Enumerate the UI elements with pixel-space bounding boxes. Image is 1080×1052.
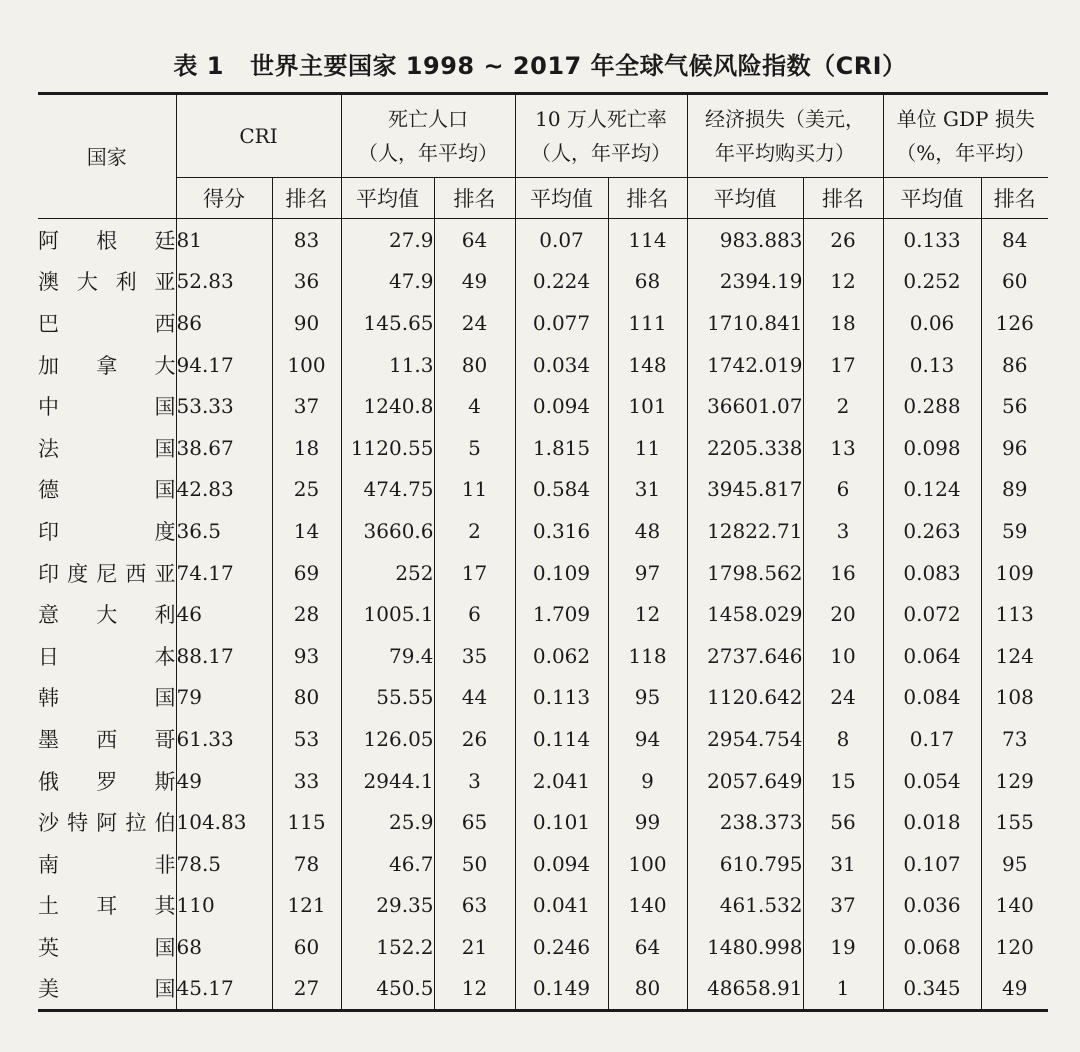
cri-rank-cell: 69 [272,552,341,594]
rate-rank-cell: 118 [608,635,687,677]
gdp-avg-cell: 0.345 [883,968,981,1011]
rate-rank-cell: 95 [608,677,687,719]
header-cri: CRI [176,94,341,178]
rate-avg-cell: 0.062 [515,635,608,677]
country-name: 俄 罗 斯 [38,769,176,794]
country-cell [38,552,176,594]
loss-avg-cell: 2737.646 [687,635,803,677]
deaths-avg-cell: 29.35 [341,885,434,927]
table-row [38,718,1048,760]
gdp-avg-cell: 0.054 [883,760,981,802]
cri-score-cell: 38.67 [176,427,272,469]
deaths-rank-cell: 2 [434,510,515,552]
table-row [38,427,1048,469]
loss-rank-cell: 3 [803,510,883,552]
cri-score-cell: 53.33 [176,385,272,427]
table-row [38,677,1048,719]
loss-rank-cell: 20 [803,593,883,635]
loss-avg-cell: 48658.91 [687,968,803,1011]
loss-rank-cell: 13 [803,427,883,469]
gdp-avg-cell: 0.263 [883,510,981,552]
cri-score-cell: 46 [176,593,272,635]
gdp-avg-cell: 0.124 [883,469,981,511]
table-caption: 世界主要国家 1998 ~ 2017 年全球气候风险指数（CRI） [249,52,907,80]
country-name: 德 国 [38,478,176,503]
deaths-avg-cell: 2944.1 [341,760,434,802]
header-economic-loss [687,94,883,178]
deaths-rank-cell: 11 [434,469,515,511]
country-name: 法 国 [38,436,176,461]
subheader-deaths-rank: 排名 [434,178,515,219]
rate-rank-cell: 80 [608,968,687,1011]
gdp-avg-cell: 0.018 [883,801,981,843]
rate-rank-cell: 97 [608,552,687,594]
deaths-avg-cell: 27.9 [341,219,434,261]
rate-avg-cell: 0.246 [515,926,608,968]
cri-rank-cell: 90 [272,302,341,344]
country-cell [38,593,176,635]
gdp-rank-cell: 56 [1002,394,1028,419]
subheader-loss-avg: 平均值 [687,178,803,219]
loss-avg-cell: 983.883 [687,219,803,261]
cri-score-cell: 74.17 [176,552,272,594]
gdp-rank-cell: 95 [1002,851,1028,876]
loss-rank-cell: 1 [803,968,883,1011]
table-row [38,760,1048,802]
loss-rank-cell: 26 [803,219,883,261]
cri-rank-cell: 14 [272,510,341,552]
country-name: 土 耳 其 [38,894,176,919]
country-cell [38,261,176,303]
cri-rank-cell: 100 [272,344,341,386]
country-name: 南 非 [38,852,176,877]
loss-rank-cell: 37 [803,885,883,927]
table-title [0,46,1080,81]
loss-avg-cell: 12822.71 [687,510,803,552]
country-name: 英 国 [38,935,176,960]
country-cell [38,510,176,552]
loss-rank-cell: 56 [803,801,883,843]
loss-rank-cell: 6 [803,469,883,511]
loss-avg-cell: 2057.649 [687,760,803,802]
loss-avg-cell: 1458.029 [687,593,803,635]
cri-rank-cell: 28 [272,593,341,635]
table-row [38,635,1048,677]
loss-avg-cell: 1710.841 [687,302,803,344]
gdp-rank-cell: 86 [1002,352,1028,377]
deaths-rank-cell: 80 [434,344,515,386]
cri-score-cell: 110 [176,885,272,927]
deaths-rank-cell: 63 [434,885,515,927]
subheader-cri-rank: 排名 [272,178,341,219]
deaths-rank-cell: 64 [434,219,515,261]
subheader-cri-score: 得分 [176,178,272,219]
table-row [38,552,1048,594]
gdp-avg-cell: 0.17 [883,718,981,760]
table-row [38,261,1048,303]
gdp-avg-cell: 0.098 [883,427,981,469]
cri-score-cell: 49 [176,760,272,802]
header-gdp-loss [883,94,1048,178]
rate-rank-cell: 101 [608,385,687,427]
loss-rank-cell: 31 [803,843,883,885]
subheader-gdp-rank: 排名 [981,178,1048,219]
cri-rank-cell: 18 [272,427,341,469]
cri-table [38,92,1048,1012]
deaths-avg-cell: 3660.6 [341,510,434,552]
country-name: 沙特阿拉伯 [38,811,176,836]
cri-rank-cell: 60 [272,926,341,968]
table-row [38,926,1048,968]
gdp-rank-cell: 89 [1002,477,1028,502]
header-row-main [38,94,1048,178]
cri-rank-cell: 93 [272,635,341,677]
country-name: 阿 根 廷 [38,228,176,253]
cri-score-cell: 78.5 [176,843,272,885]
header-economic-loss-unit: 年平均购买力） [715,141,856,165]
table-row [38,510,1048,552]
cri-rank-cell: 115 [272,801,341,843]
rate-avg-cell: 0.094 [515,385,608,427]
rate-rank-cell: 48 [608,510,687,552]
country-cell [38,302,176,344]
header-deaths [341,94,515,178]
table-row [38,593,1048,635]
deaths-rank-cell: 24 [434,302,515,344]
cri-rank-cell: 53 [272,718,341,760]
deaths-avg-cell: 79.4 [341,635,434,677]
cri-score-cell: 79 [176,677,272,719]
rate-rank-cell: 114 [608,219,687,261]
rate-rank-cell: 111 [608,302,687,344]
gdp-avg-cell: 0.072 [883,593,981,635]
subheader-rate-rank: 排名 [608,178,687,219]
rate-avg-cell: 2.041 [515,760,608,802]
gdp-rank-cell: 49 [1002,976,1028,1001]
deaths-avg-cell: 1120.55 [341,427,434,469]
cri-score-cell: 42.83 [176,469,272,511]
deaths-rank-cell: 65 [434,801,515,843]
deaths-rank-cell: 50 [434,843,515,885]
country-cell [38,843,176,885]
gdp-avg-cell: 0.288 [883,385,981,427]
country-name: 日 本 [38,644,176,669]
cri-rank-cell: 83 [272,219,341,261]
gdp-rank-cell: 59 [1002,518,1028,543]
loss-avg-cell: 3945.817 [687,469,803,511]
cri-score-cell: 86 [176,302,272,344]
deaths-rank-cell: 44 [434,677,515,719]
loss-rank-cell: 24 [803,677,883,719]
gdp-avg-cell: 0.13 [883,344,981,386]
header-death-rate-unit: （人，年平均） [531,141,672,165]
gdp-rank-cell: 126 [995,310,1034,335]
country-name: 加 拿 大 [38,353,176,378]
rate-rank-cell: 148 [608,344,687,386]
loss-rank-cell: 12 [803,261,883,303]
gdp-avg-cell: 0.084 [883,677,981,719]
cri-score-cell: 52.83 [176,261,272,303]
rate-avg-cell: 0.034 [515,344,608,386]
loss-rank-cell: 19 [803,926,883,968]
header-deaths-unit: （人，年平均） [358,141,499,165]
loss-avg-cell: 1480.998 [687,926,803,968]
cri-score-cell: 88.17 [176,635,272,677]
table-row [38,801,1048,843]
deaths-rank-cell: 49 [434,261,515,303]
cri-score-cell: 36.5 [176,510,272,552]
loss-rank-cell: 2 [803,385,883,427]
table-row [38,385,1048,427]
rate-avg-cell: 0.094 [515,843,608,885]
country-cell [38,677,176,719]
country-cell [38,885,176,927]
rate-avg-cell: 0.584 [515,469,608,511]
rate-avg-cell: 1.815 [515,427,608,469]
country-cell [38,219,176,261]
loss-avg-cell: 1120.642 [687,677,803,719]
loss-avg-cell: 2205.338 [687,427,803,469]
rate-rank-cell: 99 [608,801,687,843]
deaths-avg-cell: 47.9 [341,261,434,303]
cri-score-cell: 68 [176,926,272,968]
country-cell [38,926,176,968]
header-gdp-loss-unit: （%，年平均） [896,141,1036,165]
cri-score-cell: 81 [176,219,272,261]
deaths-avg-cell: 1240.8 [341,385,434,427]
gdp-rank-cell: 60 [1002,269,1028,294]
deaths-rank-cell: 21 [434,926,515,968]
rate-avg-cell: 0.114 [515,718,608,760]
loss-rank-cell: 18 [803,302,883,344]
header-row-sub [38,178,1048,219]
table-row [38,344,1048,386]
country-name: 印 度 [38,519,176,544]
country-cell [38,968,176,1011]
gdp-avg-cell: 0.06 [883,302,981,344]
gdp-rank-cell: 120 [995,934,1034,959]
deaths-avg-cell: 46.7 [341,843,434,885]
subheader-loss-rank: 排名 [803,178,883,219]
table-number: 表 1 [173,52,224,80]
gdp-avg-cell: 0.068 [883,926,981,968]
table-row [38,219,1048,261]
gdp-rank-cell: 140 [995,893,1034,918]
cri-rank-cell: 27 [272,968,341,1011]
loss-rank-cell: 10 [803,635,883,677]
gdp-avg-cell: 0.083 [883,552,981,594]
rate-avg-cell: 0.316 [515,510,608,552]
header-death-rate [515,94,687,178]
country-cell [38,718,176,760]
table-row [38,885,1048,927]
loss-rank-cell: 16 [803,552,883,594]
deaths-avg-cell: 450.5 [341,968,434,1011]
deaths-avg-cell: 126.05 [341,718,434,760]
country-cell [38,385,176,427]
gdp-avg-cell: 0.036 [883,885,981,927]
country-name: 中 国 [38,395,176,420]
rate-rank-cell: 140 [608,885,687,927]
loss-avg-cell: 1742.019 [687,344,803,386]
gdp-rank-cell: 108 [995,685,1034,710]
rate-avg-cell: 0.113 [515,677,608,719]
rate-rank-cell: 9 [608,760,687,802]
deaths-rank-cell: 26 [434,718,515,760]
loss-avg-cell: 610.795 [687,843,803,885]
header-economic-loss-title: 经济损失（美元， [705,107,866,131]
cri-rank-cell: 25 [272,469,341,511]
rate-rank-cell: 12 [608,593,687,635]
loss-avg-cell: 238.373 [687,801,803,843]
rate-avg-cell: 1.709 [515,593,608,635]
deaths-avg-cell: 55.55 [341,677,434,719]
table-row [38,302,1048,344]
cri-rank-cell: 80 [272,677,341,719]
country-cell [38,801,176,843]
deaths-rank-cell: 17 [434,552,515,594]
cri-rank-cell: 33 [272,760,341,802]
cri-score-cell: 45.17 [176,968,272,1011]
deaths-rank-cell: 35 [434,635,515,677]
deaths-rank-cell: 4 [434,385,515,427]
cri-rank-cell: 36 [272,261,341,303]
cri-score-cell: 104.83 [176,801,272,843]
gdp-rank-cell: 109 [995,560,1034,585]
cri-score-cell: 61.33 [176,718,272,760]
gdp-rank-cell: 84 [1002,227,1028,252]
deaths-rank-cell: 5 [434,427,515,469]
country-name: 美 国 [38,977,176,1002]
loss-avg-cell: 2394.19 [687,261,803,303]
cri-rank-cell: 37 [272,385,341,427]
gdp-avg-cell: 0.133 [883,219,981,261]
country-name: 墨 西 哥 [38,727,176,752]
subheader-gdp-avg: 平均值 [883,178,981,219]
rate-avg-cell: 0.041 [515,885,608,927]
deaths-avg-cell: 252 [341,552,434,594]
rate-rank-cell: 64 [608,926,687,968]
loss-avg-cell: 36601.07 [687,385,803,427]
rate-rank-cell: 94 [608,718,687,760]
table-row [38,968,1048,1011]
country-name: 韩 国 [38,686,176,711]
rate-rank-cell: 11 [608,427,687,469]
rate-avg-cell: 0.224 [515,261,608,303]
gdp-rank-cell: 155 [995,810,1034,835]
subheader-rate-avg: 平均值 [515,178,608,219]
table-body [38,219,1048,1011]
country-cell [38,427,176,469]
country-cell [38,344,176,386]
table-row [38,843,1048,885]
deaths-avg-cell: 145.65 [341,302,434,344]
gdp-avg-cell: 0.064 [883,635,981,677]
deaths-avg-cell: 11.3 [341,344,434,386]
loss-avg-cell: 2954.754 [687,718,803,760]
gdp-avg-cell: 0.107 [883,843,981,885]
deaths-avg-cell: 152.2 [341,926,434,968]
rate-rank-cell: 68 [608,261,687,303]
country-name: 印度尼西亚 [38,561,176,586]
header-country: 国家 [38,94,176,219]
rate-avg-cell: 0.101 [515,801,608,843]
header-gdp-loss-title: 单位 GDP 损失 [896,107,1035,131]
loss-avg-cell: 461.532 [687,885,803,927]
header-deaths-title: 死亡人口 [388,107,469,131]
deaths-avg-cell: 474.75 [341,469,434,511]
rate-rank-cell: 31 [608,469,687,511]
rate-rank-cell: 100 [608,843,687,885]
deaths-rank-cell: 6 [434,593,515,635]
gdp-rank-cell: 73 [1002,726,1028,751]
deaths-rank-cell: 12 [434,968,515,1011]
subheader-deaths-avg: 平均值 [341,178,434,219]
cri-rank-cell: 78 [272,843,341,885]
loss-rank-cell: 8 [803,718,883,760]
cri-rank-cell: 121 [272,885,341,927]
loss-rank-cell: 17 [803,344,883,386]
gdp-rank-cell: 129 [995,768,1034,793]
country-cell [38,635,176,677]
country-name: 意 大 利 [38,603,176,628]
loss-rank-cell: 15 [803,760,883,802]
cri-score-cell: 94.17 [176,344,272,386]
gdp-rank-cell: 124 [995,643,1034,668]
country-cell [38,469,176,511]
country-cell [38,760,176,802]
gdp-avg-cell: 0.252 [883,261,981,303]
deaths-rank-cell: 3 [434,760,515,802]
rate-avg-cell: 0.109 [515,552,608,594]
header-death-rate-title: 10 万人死亡率 [535,107,667,131]
rate-avg-cell: 0.077 [515,302,608,344]
deaths-avg-cell: 25.9 [341,801,434,843]
rate-avg-cell: 0.149 [515,968,608,1011]
table-row [38,469,1048,511]
gdp-rank-cell: 96 [1002,435,1028,460]
gdp-rank-cell: 113 [995,602,1034,627]
country-name: 澳大利亚 [38,270,176,295]
loss-avg-cell: 1798.562 [687,552,803,594]
deaths-avg-cell: 1005.1 [341,593,434,635]
rate-avg-cell: 0.07 [515,219,608,261]
country-name: 巴 西 [38,311,176,336]
